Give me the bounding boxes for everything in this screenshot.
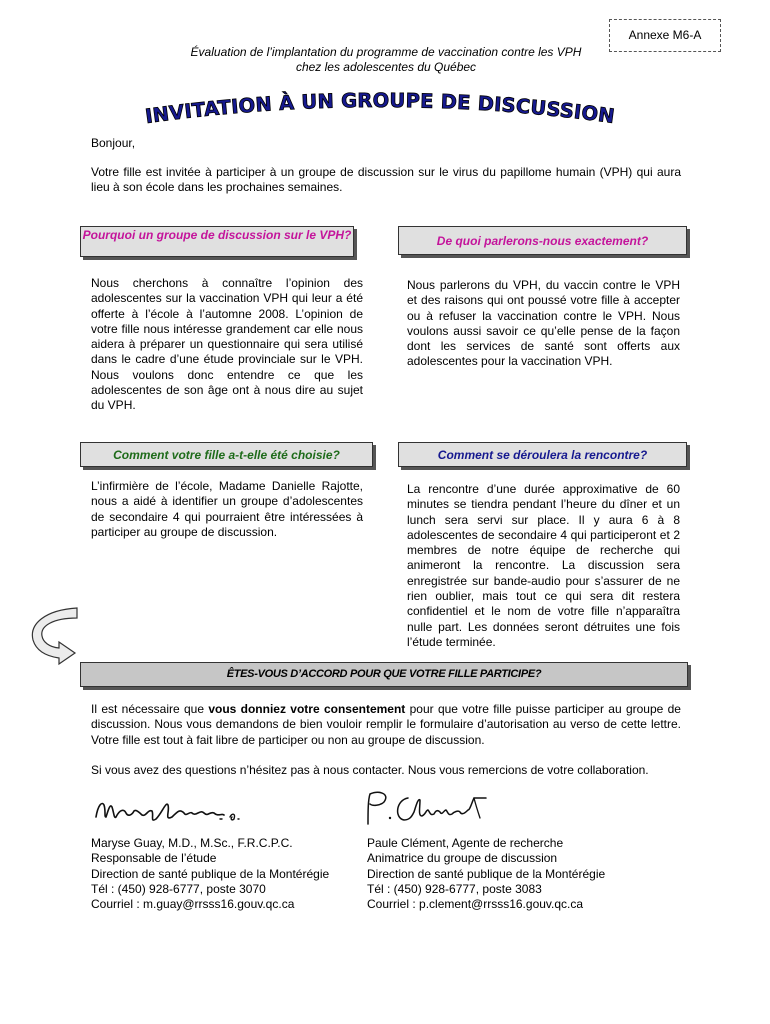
consent-paragraph bbox=[91, 702, 681, 748]
contact-right bbox=[367, 836, 605, 912]
body-rencontre: La rencontre d’une durée approximative de 60 minutes se tiendra pendant l’heure du dîner et un lunch sera servi sur place. Il y aura 6 à 8 adolescentes de secondaire 4 qui participeront et 2 membres de notre équipe de recherche qui animeront la rencontre. La discussion sera enregistrée sur bande-audio pour s’assurer de ne rien oublier, mais tout ce qui sera dit restera confidentiel et le nom de votre fille n’apparaîtra nulle part. Les données seront détruites une fois l’étude terminée. bbox=[407, 482, 680, 649]
annex-label: Annexe M6-A bbox=[609, 19, 721, 52]
contact-phone: Tél : (450) 928-6777, poste 3070 bbox=[91, 881, 266, 896]
intro-paragraph: Votre fille est invitée à participer à un groupe de discussion sur le virus du papillome humain (VPH) qui aura lieu à son école dans les prochaines semaines. bbox=[91, 165, 681, 195]
greeting: Bonjour, bbox=[91, 136, 136, 150]
signature-maryse-guay bbox=[92, 795, 242, 825]
contact-email: Courriel : m.guay@rrsss16.gouv.qc.ca bbox=[91, 897, 295, 912]
contact-phone: Tél : (450) 928-6777, poste 3083 bbox=[367, 881, 542, 896]
consent-text-bold: vous donniez votre consentement bbox=[208, 702, 406, 716]
document-subtitle bbox=[90, 45, 682, 75]
heading-rencontre: Comment se déroulera la rencontre? bbox=[398, 442, 687, 467]
heading-choisie: Comment votre fille a-t-elle été choisie? bbox=[80, 442, 373, 467]
body-quoi: Nous parlerons du VPH, du vaccin contre le VPH et des raisons qui ont poussé votre fille à accepter ou à refuser la vaccination contre le VPH. Nous voulons aussi savoir ce qu’elle pense de la façon dont les services de santé sont offerts aux adolescentes pour la vaccination VPH. bbox=[407, 278, 680, 369]
contact-name: Maryse Guay, M.D., M.Sc., F.R.C.P.C. bbox=[91, 836, 293, 850]
contact-name: Paule Clément, Agente de recherche bbox=[367, 836, 564, 850]
contact-org: Direction de santé publique de la Montérégie bbox=[367, 866, 606, 881]
consent-heading: ÊTES-VOUS D’ACCORD POUR QUE VOTRE FILLE PARTICIPE? bbox=[80, 662, 688, 687]
body-choisie: L’infirmière de l’école, Madame Danielle Rajotte, nous a aidé à identifier un groupe d’adolescentes de secondaire 4 qui pourraient être intéressées à participer au groupe de discussion. bbox=[91, 479, 363, 539]
heading-quoi: De quoi parlerons-nous exactement? bbox=[398, 226, 687, 255]
consent-text-after: pour que votre fille puisse participer au groupe de discussion. Nous vous demandons de bien vouloir remplir le formulaire d’autorisation au verso de cette lettre. Votre fille est tout à fait libre de participer ou non au groupe de discussion. bbox=[91, 702, 681, 747]
contact-role: Animatrice du groupe de discussion bbox=[367, 851, 558, 866]
invitation-banner-title bbox=[130, 84, 630, 130]
consent-text-before: Il est nécessaire que bbox=[91, 702, 209, 716]
subtitle-line-2: chez les adolescentes du Québec bbox=[295, 60, 477, 74]
body-pourquoi: Nous cherchons à connaître l’opinion des adolescentes sur la vaccination VPH qui leur a été offerte à l’école à l’automne 2008. L’opinion de votre fille nous intéresse grandement car elle nous aidera à préparer un questionnaire qui sera utilisé dans le cadre d’une étude provinciale sur le VPH. Nous voulons donc entendre ce que les adolescentes de son âge ont à nous dire au sujet du VPH. bbox=[91, 276, 363, 413]
curved-arrow-icon bbox=[25, 600, 85, 666]
signature-paule-clement bbox=[362, 788, 494, 830]
subtitle-line-1: Évaluation de l’implantation du programme de vaccination contre les VPH bbox=[190, 45, 582, 59]
contact-org: Direction de santé publique de la Montérégie bbox=[91, 866, 330, 881]
svg-text:INVITATION À UN GROUPE DE DISC bbox=[144, 89, 616, 128]
contact-left bbox=[91, 836, 329, 912]
banner-title-text: INVITATION À UN GROUPE DE DISCUSSION bbox=[143, 88, 617, 129]
contact-role: Responsable de l’étude bbox=[91, 851, 217, 866]
heading-pourquoi: Pourquoi un groupe de discussion sur le VPH? bbox=[80, 226, 354, 257]
contact-email: Courriel : p.clement@rrsss16.gouv.qc.ca bbox=[367, 897, 584, 912]
questions-paragraph: Si vous avez des questions n’hésitez pas à nous contacter. Nous vous remercions de votre collaboration. bbox=[91, 763, 649, 777]
